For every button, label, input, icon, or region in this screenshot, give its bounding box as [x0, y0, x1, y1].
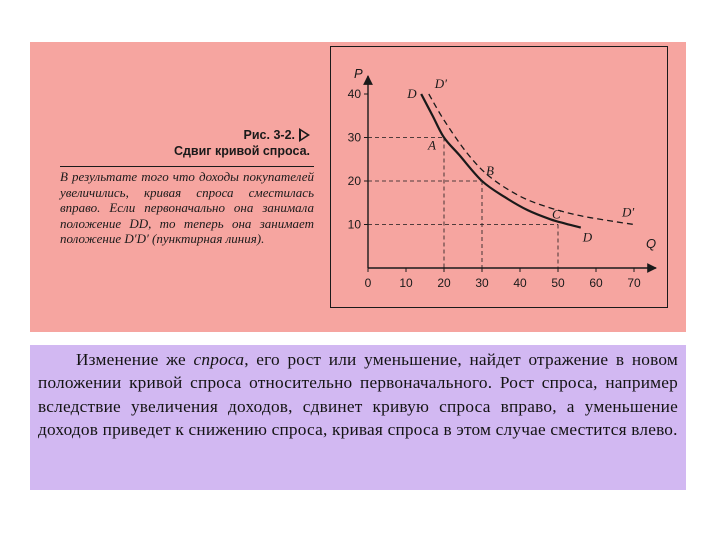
curve-label-d-end: D	[582, 229, 593, 245]
paragraph-part-2: , его рост или уменьшение, найдет отражение в новом положении кривой спроса относительно первоначального. Рост спроса, например вследствие увеличения доходов, сдвинет кривую спроса вправо, а уменьшение доходов приведет к снижению спроса, кривая спроса в этом случае сместится влево.	[38, 350, 678, 439]
caption-heading	[174, 127, 310, 159]
caption-body: В результате того что доходы покупателей увеличились, кривая спроса сместилась вправо. Если первоначально она занимала положение DD, то теперь она занимает положение D′D′ (пунктирная линия).	[60, 169, 314, 246]
x-tick-label: 0	[364, 276, 372, 290]
x-tick-label: 20	[437, 276, 451, 290]
y-tick-label: 10	[347, 217, 361, 232]
body-paragraph	[38, 348, 678, 441]
figure-title: Сдвиг кривой спроса.	[173, 144, 310, 158]
x-tick-label: 40	[513, 276, 527, 290]
x-tick-label: 30	[475, 276, 489, 290]
point-label-c: C	[552, 206, 561, 222]
y-tick-label: 20	[347, 174, 361, 188]
x-tick-label: 60	[589, 276, 603, 290]
y-tick-label: 40	[347, 87, 361, 101]
paragraph-part-1: Изменение же	[76, 350, 186, 369]
point-label-a: A	[428, 137, 436, 153]
x-tick-label: 10	[399, 276, 413, 290]
y-axis-label: P	[354, 66, 363, 81]
triangle-marker-icon	[299, 128, 310, 142]
x-axis-label: Q	[646, 236, 657, 251]
paragraph-emphasis: спроса	[193, 350, 245, 369]
point-label-b: B	[486, 163, 494, 178]
y-tick-label: 30	[347, 130, 361, 145]
curve-label-d-prime-start: D′	[434, 76, 448, 91]
curve-label-d-prime-end: D′	[622, 204, 635, 220]
x-tick-label: 70	[627, 276, 641, 290]
caption-divider	[60, 166, 314, 167]
demand-shift-chart	[330, 46, 668, 308]
x-tick-label: 50	[551, 276, 565, 290]
demand-curve-shifted	[429, 94, 634, 225]
curve-label-d-start: D	[407, 86, 417, 101]
text-panel	[30, 345, 686, 490]
figure-label: Рис. 3-2.	[243, 128, 295, 142]
